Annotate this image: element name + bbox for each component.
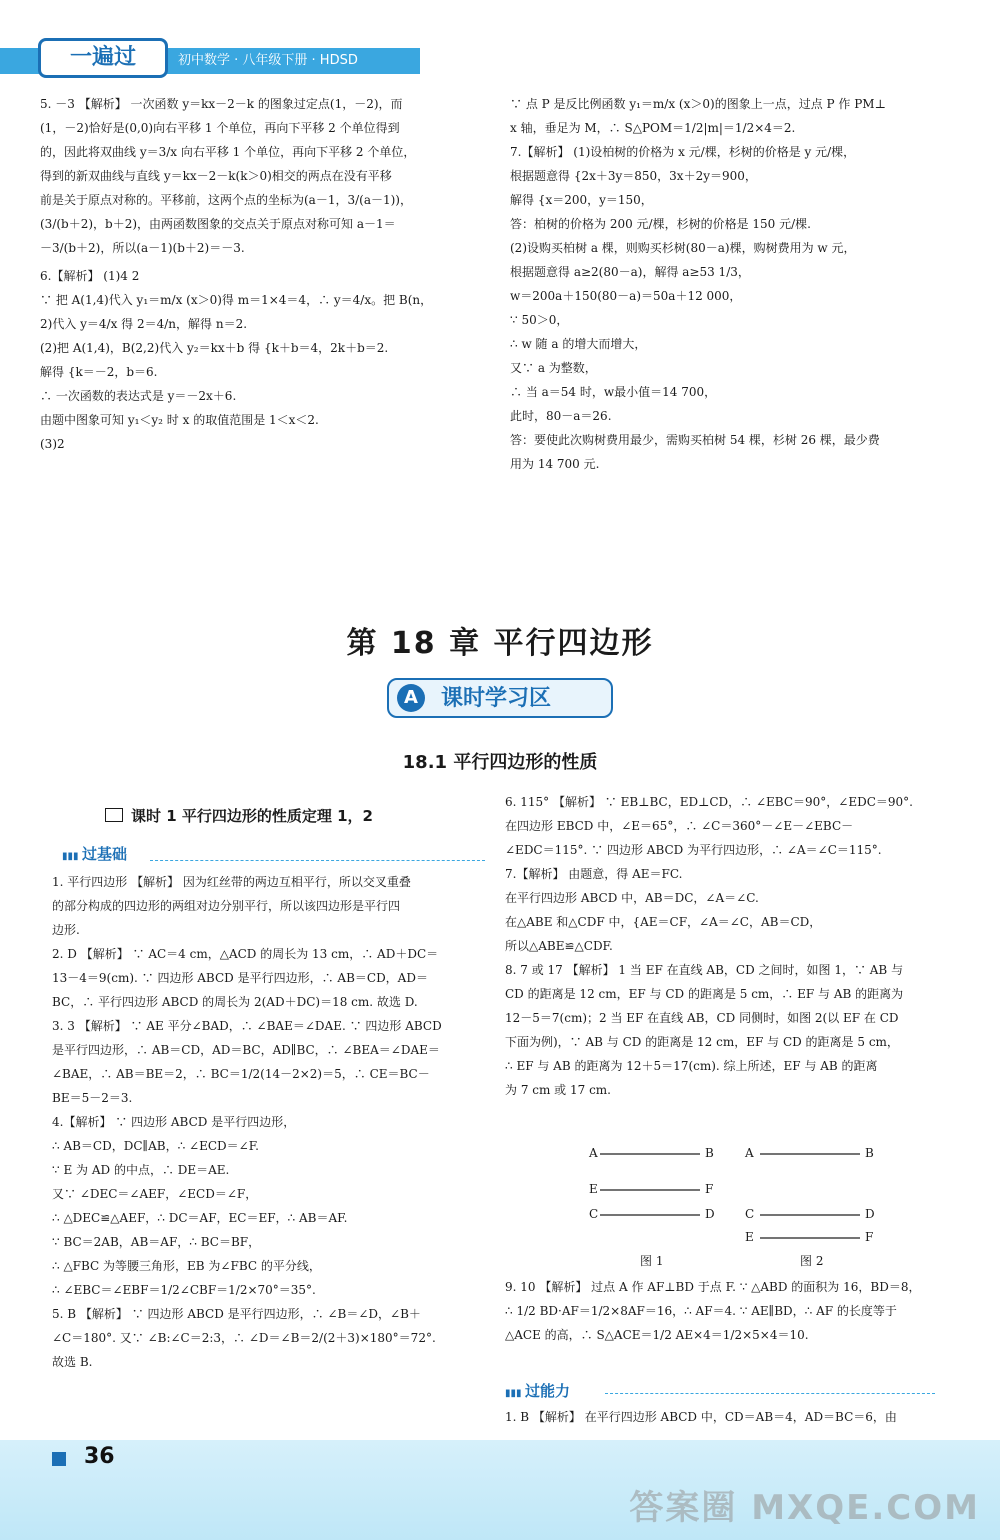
fig1-label: D: [705, 1207, 715, 1221]
text-line: BC，∴ 平行四边形 ABCD 的周长为 2(AD＋DC)＝18 cm. 故选 D.: [52, 995, 418, 1009]
text-line: 8. 7 或 17 【解析】 1 当 EF 在直线 AB，CD 之间时，如图 1，∵ AB 与: [505, 963, 904, 977]
figures-svg: [585, 1140, 885, 1270]
text-line: ∵ 50＞0，: [510, 313, 569, 327]
text-line: 答：要使此次购树费用最少，需购买柏树 54 棵，杉树 26 棵，最少费: [510, 433, 880, 447]
answers-left-bottom: [52, 870, 492, 1374]
text-line: 此时，80－a＝26.: [510, 409, 612, 423]
text-line: ∵ 把 A(1,4)代入 y₁＝m/x (x＞0)得 m＝1×4＝4，∴ y＝4/x。把 B(n，: [40, 293, 433, 307]
fig1-label: B: [705, 1146, 714, 1160]
brand-logo: 一遍过: [38, 38, 168, 78]
text-line: 在△ABE 和△CDF 中，{AE＝CF，∠A＝∠C，AB＝CD，: [505, 915, 822, 929]
text-line: 用为 14 700 元.: [510, 457, 600, 471]
answers-left-top: [40, 92, 490, 456]
text-line: 所以△ABE≌△CDF.: [505, 939, 613, 953]
answers-right-bottom: [505, 790, 960, 1102]
book-subtitle: 初中数学 · 八年级下册 · HDSD: [178, 53, 358, 68]
text-line: ∵ BC＝2AB，AB＝AF，∴ BC＝BF，: [52, 1235, 261, 1249]
text-line: ∴ ∠EBC＝∠EBF＝1/2∠CBF＝1/2×70°＝35°.: [52, 1283, 316, 1297]
fig2-label: F: [865, 1230, 874, 1244]
text-line: 解得 {x＝200，y＝150，: [510, 193, 653, 207]
text-line: ∴ △DEC≌△AEF，∴ DC＝AF，EC＝EF，∴ AB＝AF.: [52, 1211, 348, 1225]
answers-right-ability: [505, 1405, 960, 1429]
text-line: 的部分构成的四边形的两组对边分别平行，所以该四边形是平行四: [52, 899, 401, 913]
text-line: 由题中图象可知 y₁＜y₂ 时 x 的取值范围是 1＜x＜2.: [40, 413, 319, 427]
fig1-label: C: [589, 1207, 599, 1221]
text-line: ∴ 一次函数的表达式是 y＝－2x＋6.: [40, 389, 237, 403]
text-line: 2)代入 y＝4/x 得 2＝4/n，解得 n＝2.: [40, 317, 248, 331]
figures-parallel-lines: [585, 1140, 885, 1270]
text-line: (2)把 A(1,4)，B(2,2)代入 y₂＝kx＋b 得 {k＋b＝4，2k＋b＝2.: [40, 341, 389, 355]
zone-badge: A: [397, 684, 425, 712]
bars-icon: ▮▮▮: [62, 851, 82, 862]
text-line: 在平行四边形 ABCD 中，AB＝DC，∠A＝∠C.: [505, 891, 759, 905]
fig1-caption: 图 1: [640, 1254, 664, 1268]
text-line: 7.【解析】 由题意，得 AE＝FC.: [505, 867, 683, 881]
text-line: 解得 {k＝－2，b＝6.: [40, 365, 158, 379]
text-line: 根据题意得 a≥2(80－a)，解得 a≥53 1/3，: [510, 265, 750, 279]
text-line: ∴ 当 a＝54 时，w最小值＝14 700，: [510, 385, 717, 399]
text-line: 6.【解析】 (1)4 2: [40, 269, 140, 283]
text-line: 9. 10 【解析】 过点 A 作 AF⊥BD 于点 F. ∵ △ABD 的面积为 16，BD＝8，: [505, 1280, 921, 1294]
answers-right-bottom-9: [505, 1275, 960, 1347]
text-line: (3/(b＋2)，b＋2)，由两函数图象的交点关于原点对称可知 a－1＝: [40, 217, 396, 231]
text-line: 为 7 cm 或 17 cm.: [505, 1083, 611, 1097]
sub-head-ability-label: 过能力: [525, 1382, 571, 1400]
text-line: 根据题意得 {2x＋3y＝850，3x＋2y＝900，: [510, 169, 757, 183]
text-line: ∴ △FBC 为等腰三角形，EB 为∠FBC 的平分线，: [52, 1259, 321, 1273]
chapter-title: 第 18 章 平行四边形: [346, 626, 654, 661]
watermark-logo: 答案圈 MXQE.COM: [629, 1488, 980, 1528]
section-title: 18.1 平行四边形的性质: [402, 752, 598, 773]
study-zone-banner: [387, 678, 613, 718]
divider: [605, 1393, 935, 1394]
bars-icon: ▮▮▮: [505, 1388, 525, 1399]
divider: [150, 860, 485, 861]
text-line: ∴ 1/2 BD·AF＝1/2×8AF＝16，∴ AF＝4. ∵ AE∥BD，∴ AF 的长度等于: [505, 1304, 897, 1318]
text-line: ∵ E 为 AD 的中点，∴ DE＝AE.: [52, 1163, 230, 1177]
text-line: 下面为例)，∵ AB 与 CD 的距离是 12 cm，EF 与 CD 的距离是 5 cm，: [505, 1035, 899, 1049]
fig2-caption: 图 2: [800, 1254, 824, 1268]
text-line: ∴ EF 与 AB 的距离为 12＋5＝17(cm). 综上所述，EF 与 AB 的距离: [505, 1059, 878, 1073]
text-line: (1，－2)恰好是(0,0)向右平移 1 个单位，再向下平移 2 个单位得到: [40, 121, 400, 135]
fig2-label: B: [865, 1146, 874, 1160]
sub-head-basic-label: 过基础: [82, 845, 128, 863]
sub-head-basic: [62, 843, 127, 864]
text-line: 得到的新双曲线与直线 y＝kx－2－k(k＞0)相交的两点在没有平移: [40, 169, 392, 183]
fig2-label: C: [745, 1207, 755, 1221]
lesson-title-row: [105, 805, 373, 826]
book-icon: [105, 808, 123, 822]
text-line: －3/(b＋2)，所以(a－1)(b＋2)＝－3.: [40, 241, 245, 255]
text-line: 4.【解析】 ∵ 四边形 ABCD 是平行四边形，: [52, 1115, 296, 1129]
page-number: 36: [84, 1444, 115, 1469]
fig1-label: F: [705, 1182, 714, 1196]
text-line: 1. 平行四边形 【解析】 因为红丝带的两边互相平行，所以交叉重叠: [52, 875, 411, 889]
text-line: 12－5＝7(cm)；2 当 EF 在直线 AB，CD 同侧时，如图 2(以 EF 在 CD: [505, 1011, 899, 1025]
text-line: 6. 115° 【解析】 ∵ EB⊥BC，ED⊥CD，∴ ∠EBC＝90°，∠EDC＝90°.: [505, 795, 913, 809]
text-line: 5. －3 【解析】 一次函数 y＝kx－2－k 的图象过定点(1，－2)，而: [40, 97, 403, 111]
text-line: 故选 B.: [52, 1355, 93, 1369]
text-line: ∵ 点 P 是反比例函数 y₁＝m/x (x＞0)的图象上一点，过点 P 作 PM⊥: [510, 97, 886, 111]
text-line: ∠C＝180°. 又∵ ∠B:∠C＝2:3，∴ ∠D＝∠B＝2/(2＋3)×180°＝72°.: [52, 1331, 436, 1345]
text-line: 前是关于原点对称的。平移前，这两个点的坐标为(a－1，3/(a－1))，: [40, 193, 412, 207]
text-line: ∴ w 随 a 的增大而增大，: [510, 337, 647, 351]
zone-title: 课时学习区: [441, 686, 552, 711]
lesson-title: 课时 1 平行四边形的性质定理 1，2: [131, 807, 373, 825]
fig2-label: A: [745, 1146, 754, 1160]
fig1-label: A: [589, 1146, 598, 1160]
fig2-label: E: [745, 1230, 754, 1244]
text-line: 13－4＝9(cm). ∵ 四边形 ABCD 是平行四边形，∴ AB＝CD，AD＝: [52, 971, 428, 985]
text-line: ∠EDC＝115°. ∵ 四边形 ABCD 为平行四边形，∴ ∠A＝∠C＝115°.: [505, 843, 882, 857]
text-line: 又∵ ∠DEC＝∠AEF，∠ECD＝∠F，: [52, 1187, 258, 1201]
text-line: 7.【解析】 (1)设柏树的价格为 x 元/棵，杉树的价格是 y 元/棵，: [510, 145, 856, 159]
fig1-label: E: [589, 1182, 598, 1196]
text-line: (3)2: [40, 437, 65, 451]
text-line: 5. B 【解析】 ∵ 四边形 ABCD 是平行四边形，∴ ∠B＝∠D，∠B＋: [52, 1307, 421, 1321]
text-line: CD 的距离是 12 cm，EF 与 CD 的距离是 5 cm，∴ EF 与 AB 的距离为: [505, 987, 904, 1001]
text-line: w＝200a＋150(80－a)＝50a＋12 000，: [510, 289, 742, 303]
text-line: 的，因此将双曲线 y＝3/x 向右平移 1 个单位，再向下平移 2 个单位，: [40, 145, 416, 159]
text-line: ∴ AB＝CD，DC∥AB，∴ ∠ECD＝∠F.: [52, 1139, 259, 1153]
fig2-label: D: [865, 1207, 875, 1221]
text-line: 边形.: [52, 923, 80, 937]
text-line: 3. 3 【解析】 ∵ AE 平分∠BAD，∴ ∠BAE＝∠DAE. ∵ 四边形 ABCD: [52, 1019, 442, 1033]
text-line: △ACE 的高，∴ S△ACE＝1/2 AE×4＝1/2×5×4＝10.: [505, 1328, 809, 1342]
answers-right-top: [510, 92, 960, 476]
sub-head-ability: [505, 1380, 570, 1401]
text-line: 2. D 【解析】 ∵ AC＝4 cm，△ACD 的周长为 13 cm，∴ AD＋DC＝: [52, 947, 439, 961]
text-line: (2)设购买柏树 a 棵，则购买杉树(80－a)棵，购树费用为 w 元，: [510, 241, 856, 255]
text-line: 是平行四边形，∴ AB＝CD，AD＝BC，AD∥BC，∴ ∠BEA＝∠DAE＝: [52, 1043, 440, 1057]
text-line: BE＝5－2＝3.: [52, 1091, 133, 1105]
text-line: 在四边形 EBCD 中，∠E＝65°，∴ ∠C＝360°－∠E－∠EBC－: [505, 819, 854, 833]
text-line: 1. B 【解析】 在平行四边形 ABCD 中，CD＝AB＝4，AD＝BC＝6，由: [505, 1410, 897, 1424]
text-line: x 轴，垂足为 M，∴ S△POM＝1/2|m|＝1/2×4＝2.: [510, 121, 796, 135]
text-line: ∠BAE，∴ AB＝BE＝2，∴ BC＝1/2(14－2×2)＝5，∴ CE＝BC－: [52, 1067, 430, 1081]
text-line: 答：柏树的价格为 200 元/棵，杉树的价格是 150 元/棵.: [510, 217, 811, 231]
page-marker-icon: [52, 1452, 66, 1466]
text-line: 又∵ a 为整数，: [510, 361, 597, 375]
